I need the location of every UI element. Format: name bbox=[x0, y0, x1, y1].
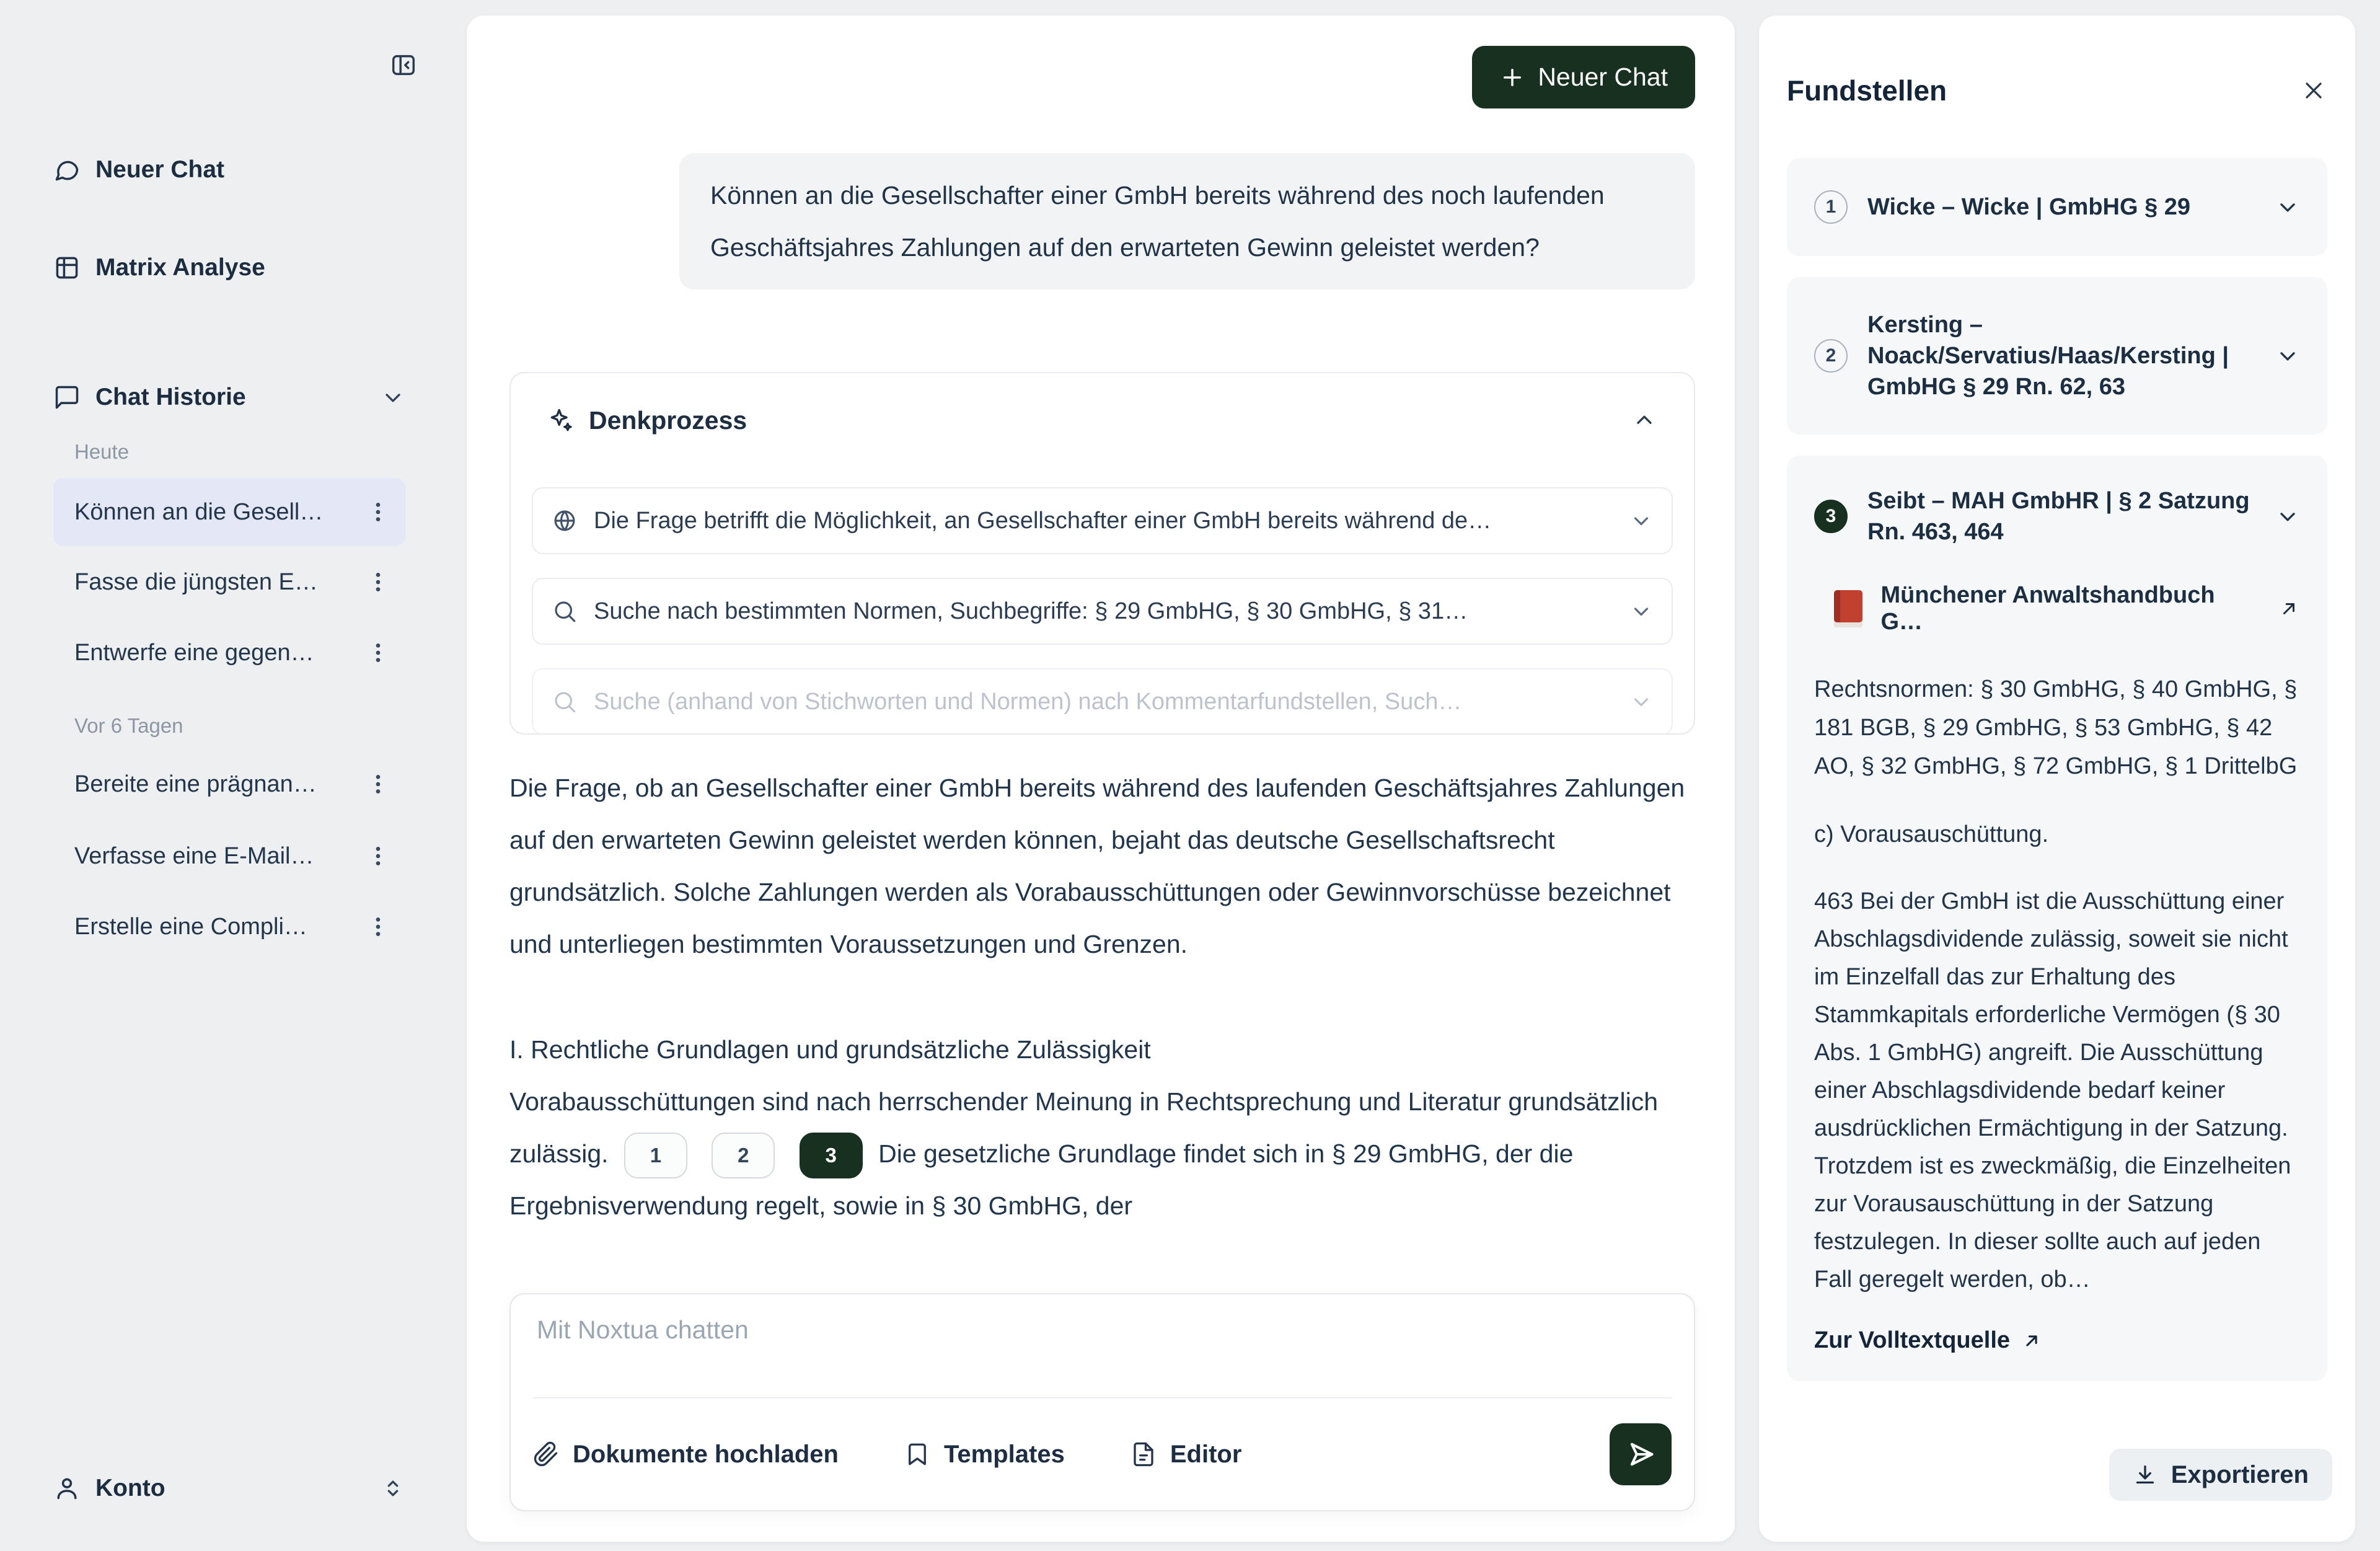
answer-continuation: Die gesetzliche Grundlage findet sich in § 29 GmbHG, der die Ergebnisverwendung regelt, sowie in § 30 GmbHG, der bbox=[509, 1139, 1574, 1220]
account-button[interactable] bbox=[53, 1454, 405, 1522]
answer-sentence: Vorabausschüttungen sind nach herrschender Meinung in Rechtsprechung und Literatur grundsätzlich zulässig. bbox=[509, 1087, 1659, 1168]
history-item-label: Können an die Gesell… bbox=[74, 498, 324, 525]
send-button[interactable] bbox=[1610, 1423, 1672, 1485]
citation-pill-3[interactable]: 3 bbox=[800, 1133, 863, 1178]
external-link-icon bbox=[2278, 598, 2300, 620]
history-item[interactable] bbox=[53, 893, 405, 961]
new-chat-label: Neuer Chat bbox=[95, 156, 225, 183]
kebab-menu-icon[interactable] bbox=[366, 844, 390, 868]
source-number-badge: 2 bbox=[1814, 339, 1848, 373]
composer-toolbar bbox=[511, 1399, 1694, 1510]
source-list bbox=[1787, 158, 2327, 1381]
user-question-bubble: Können an die Gesellschafter einer GmbH bereits während des noch laufenden Geschäftsjahres Zahlungen auf den erwarteten Gewinn geleistet werden? bbox=[679, 153, 1695, 289]
kebab-menu-icon[interactable] bbox=[366, 772, 390, 797]
chevron-down-icon bbox=[1629, 509, 1653, 532]
history-item-label: Erstelle eine Compli… bbox=[74, 913, 307, 940]
chat-history-label: Chat Historie bbox=[95, 384, 246, 410]
export-button-label: Exportieren bbox=[2171, 1460, 2309, 1488]
thinking-step[interactable] bbox=[532, 487, 1673, 554]
document-edit-icon bbox=[1130, 1441, 1157, 1467]
sidebar-item-chat-history[interactable] bbox=[53, 363, 405, 431]
chevron-down-icon bbox=[2275, 195, 2300, 219]
fundstellen-panel bbox=[1759, 15, 2355, 1542]
source-excerpt: 463 Bei der GmbH ist die Ausschüttung einer Abschlagsdividende zulässig, soweit sie nicht im Einzelfall das zur Erhaltung des Stammkapitals erforderliche Vermögen (§ 30 Abs. 1 GmbHG) angreift. Die Ausschüttung einer Abschlagsdividende bedarf keiner ausdrücklichen Ermächtigung in der Satzung. Trotzdem ist es zweckmäßig, die Einzelheiten zur Vorausauschüttung in der Satzung festzulegen. In dieser sollte auch auf jeden Fall geregelt werden, ob… bbox=[1814, 888, 2291, 1292]
thinking-step-text: Suche (anhand von Stichworten und Normen) nach Kommentarfundstellen, Such… bbox=[594, 688, 1462, 715]
templates-button[interactable] bbox=[904, 1441, 1065, 1469]
search-icon bbox=[552, 598, 578, 624]
globe-icon bbox=[552, 508, 578, 534]
send-icon bbox=[1624, 1438, 1657, 1470]
source-section-heading: c) Vorausauschüttung. bbox=[1814, 821, 2049, 847]
history-item[interactable] bbox=[53, 478, 405, 546]
sidebar-item-new-chat[interactable] bbox=[53, 136, 405, 204]
fulltext-link[interactable] bbox=[1814, 1327, 2300, 1354]
kebab-menu-icon[interactable] bbox=[366, 914, 390, 939]
new-chat-button-label: Neuer Chat bbox=[1538, 63, 1668, 91]
chat-bubble-icon bbox=[53, 156, 81, 183]
table-grid-icon bbox=[53, 254, 81, 281]
account-label: Konto bbox=[95, 1475, 165, 1501]
history-item-label: Fasse die jüngsten E… bbox=[74, 568, 318, 595]
export-button[interactable] bbox=[2109, 1449, 2332, 1501]
fulltext-link-label: Zur Volltextquelle bbox=[1814, 1327, 2011, 1353]
sparkle-icon bbox=[547, 407, 574, 434]
history-item-label: Verfasse eine E-Mail… bbox=[74, 842, 314, 869]
source-card-header[interactable] bbox=[1814, 485, 2300, 547]
thinking-step[interactable] bbox=[532, 578, 1673, 645]
user-icon bbox=[53, 1475, 81, 1502]
thinking-steps bbox=[511, 487, 1694, 735]
composer bbox=[509, 1293, 1695, 1511]
history-group-label: Vor 6 Tagen bbox=[74, 714, 183, 737]
source-number-badge: 1 bbox=[1814, 190, 1848, 224]
source-norms: Rechtsnormen: § 30 GmbHG, § 40 GmbHG, § 181 BGB, § 29 GmbHG, § 53 GmbHG, § 42 AO, § 32 GmbHG, § 72 GmbHG, § 1 DrittelbG bbox=[1814, 676, 2298, 779]
search-icon bbox=[552, 689, 578, 715]
source-card-1[interactable] bbox=[1787, 158, 2327, 256]
source-title: Wicke – Wicke | GmbHG § 29 bbox=[1867, 194, 2191, 220]
close-panel-button[interactable] bbox=[2300, 77, 2327, 104]
chevron-up-icon bbox=[1632, 408, 1657, 433]
history-item-label: Bereite eine prägnan… bbox=[74, 771, 317, 797]
assistant-answer bbox=[509, 762, 1685, 1232]
matrix-analyse-label: Matrix Analyse bbox=[95, 254, 265, 281]
kebab-menu-icon[interactable] bbox=[366, 500, 390, 524]
external-link-icon bbox=[2021, 1330, 2042, 1351]
source-card-2[interactable] bbox=[1787, 277, 2327, 435]
chat-panel bbox=[467, 15, 1735, 1542]
editor-label: Editor bbox=[1170, 1440, 1242, 1468]
upload-documents-label: Dokumente hochladen bbox=[573, 1440, 839, 1468]
history-item[interactable] bbox=[53, 750, 405, 818]
new-chat-button[interactable] bbox=[1472, 46, 1695, 108]
thinking-title: Denkprozess bbox=[589, 405, 747, 435]
history-item-label: Entwerfe eine gegen… bbox=[74, 639, 314, 666]
source-card-3 bbox=[1787, 456, 2327, 1381]
upload-documents-button[interactable] bbox=[533, 1441, 839, 1469]
source-number-badge: 3 bbox=[1814, 500, 1848, 533]
citation-pill-2[interactable]: 2 bbox=[712, 1133, 775, 1178]
chevron-up-down-icon bbox=[381, 1476, 405, 1501]
source-title: Kersting – Noack/Servatius/Haas/Kersting | GmbHG § 29 Rn. 62, 63 bbox=[1867, 312, 2229, 400]
chevron-down-icon bbox=[1629, 690, 1653, 714]
thinking-step-text: Die Frage betrifft die Möglichkeit, an Gesellschafter einer GmbH bereits während de… bbox=[594, 507, 1492, 534]
history-item[interactable] bbox=[53, 619, 405, 687]
kebab-menu-icon[interactable] bbox=[366, 570, 390, 594]
sidebar bbox=[0, 0, 459, 1551]
chevron-down-icon bbox=[381, 385, 405, 410]
history-group-label: Heute bbox=[74, 440, 130, 463]
editor-button[interactable] bbox=[1130, 1441, 1242, 1469]
history-item[interactable] bbox=[53, 548, 405, 616]
chevron-down-icon bbox=[2275, 343, 2300, 368]
chat-input[interactable] bbox=[511, 1294, 1694, 1397]
message-square-icon bbox=[53, 384, 81, 411]
chevron-down-icon bbox=[2275, 504, 2300, 529]
thinking-header[interactable] bbox=[511, 373, 1694, 438]
answer-paragraph: Die Frage, ob an Gesellschafter einer GmbH bereits während des laufenden Geschäftsjahres Zahlungen auf den erwarteten Gewinn geleistet werden können, bejaht das deutsche Gesellschaftsrecht grundsätzlich. Solche Zahlungen werden als Vorabausschüttungen oder Gewinnvorschüsse bezeichnet und unterliegen bestimmten Voraussetzungen und Grenzen. bbox=[509, 774, 1685, 958]
download-icon bbox=[2133, 1462, 2157, 1487]
thinking-panel bbox=[509, 372, 1695, 735]
close-icon bbox=[2300, 77, 2327, 104]
kebab-menu-icon[interactable] bbox=[366, 640, 390, 665]
book-icon bbox=[1834, 590, 1862, 627]
sidebar-collapse-button[interactable] bbox=[389, 51, 418, 79]
chevron-down-icon bbox=[1629, 599, 1653, 623]
fundstellen-title: Fundstellen bbox=[1787, 74, 1947, 107]
source-title: Seibt – MAH GmbHR | § 2 Satzung Rn. 463, 464 bbox=[1867, 488, 2250, 545]
answer-heading: I. Rechtliche Grundlagen und grundsätzliche Zulässigkeit bbox=[509, 1035, 1151, 1064]
sidebar-item-matrix-analyse[interactable] bbox=[53, 234, 405, 302]
history-item[interactable] bbox=[53, 822, 405, 890]
citation-pill-1[interactable]: 1 bbox=[624, 1133, 687, 1178]
templates-label: Templates bbox=[943, 1440, 1065, 1468]
fundstellen-header bbox=[1787, 74, 2327, 107]
plus-icon bbox=[1499, 64, 1525, 91]
panel-collapse-icon bbox=[389, 51, 418, 79]
thinking-step[interactable] bbox=[532, 668, 1673, 735]
thinking-step-text: Suche nach bestimmten Normen, Suchbegriffe: § 29 GmbHG, § 30 GmbHG, § 31… bbox=[594, 598, 1468, 624]
paperclip-icon bbox=[533, 1441, 559, 1467]
book-source-link[interactable] bbox=[1834, 582, 2300, 635]
book-title: Münchener Anwaltshandbuch G… bbox=[1880, 582, 2215, 635]
answer-paragraph bbox=[509, 1023, 1685, 1232]
bookmark-icon bbox=[904, 1441, 930, 1467]
